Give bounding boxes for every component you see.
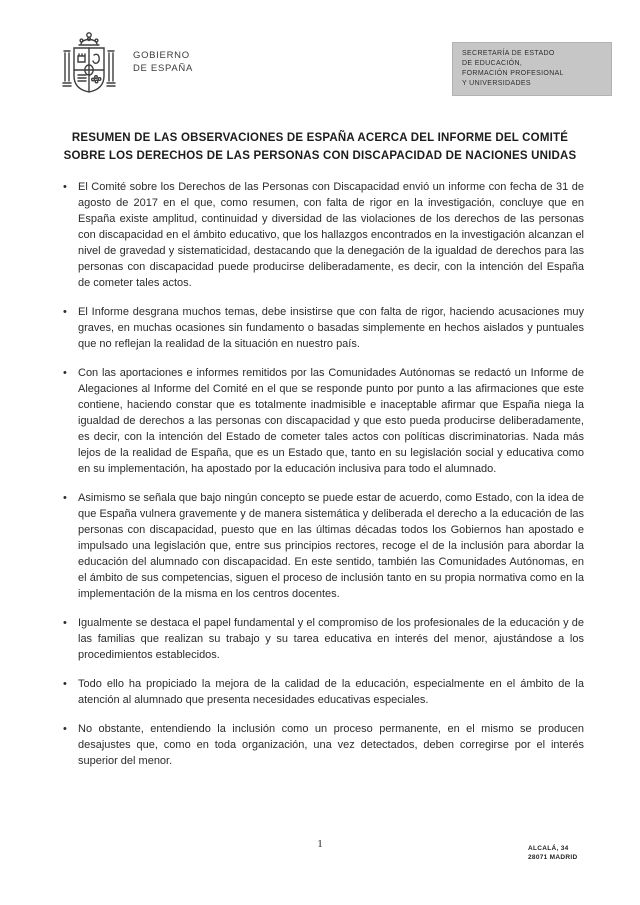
secretaria-line: FORMACIÓN PROFESIONAL — [462, 70, 564, 77]
secretaria-line: Y UNIVERSIDADES — [462, 80, 531, 87]
document-title: RESUMEN DE LAS OBSERVACIONES DE ESPAÑA ACERCA DEL INFORME DEL COMITÉ SOBRE LOS DERECHOS DE LAS PERSONAS CON DISCAPACIDAD DE NACIONES UNIDAS — [63, 132, 577, 162]
spain-coat-of-arms-icon — [60, 31, 118, 97]
bullet-item — [62, 365, 584, 477]
footer-address — [528, 845, 577, 862]
bullet-item — [62, 615, 584, 663]
bullet-item — [62, 676, 584, 708]
bullet-item — [62, 304, 584, 352]
bullet-marker-icon: • — [63, 723, 67, 735]
gobierno-de-espana-wordmark — [133, 50, 193, 75]
footer-address-line-2: 28071 MADRID — [528, 853, 578, 861]
secretaria-line: SECRETARÍA DE ESTADO — [462, 50, 555, 57]
bullet-marker-icon: • — [63, 678, 67, 690]
bullet-item — [62, 721, 584, 769]
bullet-text: Igualmente se destaca el papel fundamental y el compromiso de los profesionales de la educación y de las familias que realizan su trabajo y su tarea educativa en interés del menor, ajustándose a los procedimientos establecidos. — [78, 617, 584, 661]
bullet-text: El Comité sobre los Derechos de las Personas con Discapacidad envió un informe con fecha de 31 de agosto de 2017 en el que, como resumen, con falta de rigor en la investigación, concluye que en España existe amplitud, continuidad y diversidad de las violaciones de los derechos de las personas con discapacidad en el ámbito educativo, que los hallazgos encontrados en la investigación alcanzan el nivel de gravedad y sistematicidad, destacando que la denegación de la igualdad de derechos para las personas con discapacidad puede producirse deliberadamente, es decir, con la intención del España de cometer tales actos. — [78, 181, 584, 289]
footer-address-line-1: ALCALÁ, 34 — [528, 845, 569, 852]
gobierno-line-2: DE ESPAÑA — [133, 62, 193, 74]
secretaria-de-estado-box — [452, 42, 612, 96]
gobierno-line-1: GOBIERNO — [133, 50, 190, 61]
bullet-text: Con las aportaciones e informes remitidos por las Comunidades Autónomas se redactó un Informe de Alegaciones al Informe del Comité en el que se responde punto por punto a las afirmaciones que este contiene, haciendo constar que es totalmente inadmisible e inaceptable afirmar que España niega la igualdad de derechos a las personas con discapacidad y que esto pueda producirse deliberadamente, es decir, con la intención del Estado de cometer tales actos con políticas discriminatorias. Nada más lejos de la realidad de España, que es un Estado que, tanto en su legislación social y educativa como en su implementación, ha apostado por la educación inclusiva para todo el alumnado. — [78, 367, 584, 475]
bullet-marker-icon: • — [63, 492, 67, 504]
bullet-marker-icon: • — [63, 306, 67, 318]
bullet-item — [62, 179, 584, 291]
bullet-text: No obstante, entendiendo la inclusión como un proceso permanente, en el mismo se producen desajustes que, como en toda organización, una vez detectados, deben corregirse por el interés superior del menor. — [78, 723, 584, 767]
bullet-list — [62, 179, 584, 782]
bullet-item — [62, 490, 584, 602]
page-number: 1 — [317, 838, 323, 850]
bullet-text: Asimismo se señala que bajo ningún concepto se puede estar de acuerdo, como Estado, con la idea de que España vulnera gravemente y de manera sistemática y deliberada el derecho a la educación de las personas con discapacidad, puesto que en las últimas décadas todos los Gobiernos han apostado e impulsado una legislación que, entre sus principios rectores, recoge el de la inclusión para abordar la educación del alumnado con discapacidad. En este sentido, también las Comunidades Autónomas, en el ámbito de sus competencias, siguen el proceso de inclusión tanto en su propia normativa como en la implementación de la misma en los centros docentes. — [78, 492, 584, 600]
bullet-text: Todo ello ha propiciado la mejora de la calidad de la educación, especialmente en el ámbito de la atención al alumnado que presenta necesidades educativas especiales. — [78, 678, 584, 706]
secretaria-line: DE EDUCACIÓN, — [462, 60, 523, 67]
bullet-marker-icon: • — [63, 181, 67, 193]
bullet-marker-icon: • — [63, 367, 67, 379]
bullet-text: El Informe desgrana muchos temas, debe insistirse que con falta de rigor, haciendo acusaciones muy graves, en muchas ocasiones sin fundamento o basadas simplemente en hechos aislados y puntuales que no reflejan la realidad de la situación en nuestro país. — [78, 306, 584, 350]
bullet-marker-icon: • — [63, 617, 67, 629]
